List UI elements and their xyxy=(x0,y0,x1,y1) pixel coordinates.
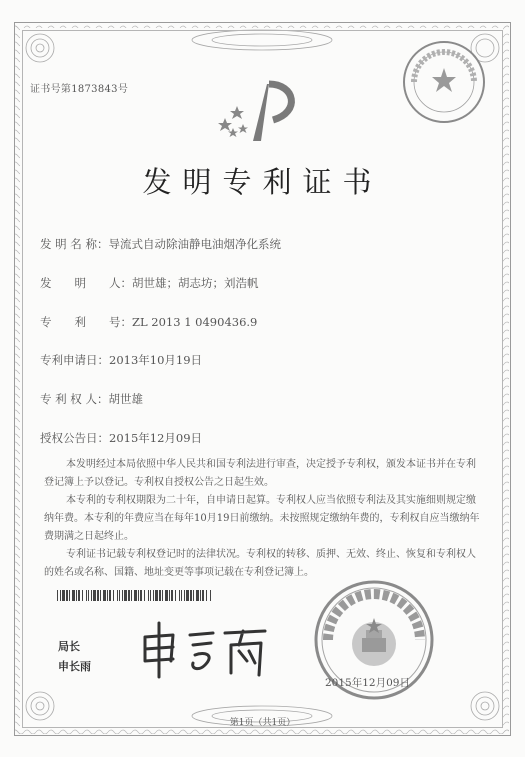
barcode-bar xyxy=(109,590,111,601)
barcode-bar xyxy=(148,590,149,601)
field-grant-date xyxy=(40,430,202,446)
certificate-title: 发明专利证书 xyxy=(142,165,383,199)
field-label: 发 明 名 称： xyxy=(40,237,109,251)
field-label: 发 明 人： xyxy=(40,276,132,290)
barcode-bar xyxy=(169,590,170,601)
barcode-bar xyxy=(88,590,89,601)
barcode-bar xyxy=(82,590,83,601)
barcode-bar xyxy=(119,590,120,601)
barcode-bar xyxy=(122,590,123,601)
field-value: 胡世雄；胡志坊；刘浩帆 xyxy=(132,276,259,290)
field-value: 导流式自动除油静电油烟净化系统 xyxy=(108,237,281,251)
field-value: ZL 2013 1 0490436.9 xyxy=(132,315,258,329)
barcode-bar xyxy=(181,590,182,601)
certificate-number: 证书号第1873843号 xyxy=(30,84,129,95)
handwritten-signature xyxy=(135,615,275,685)
signer-role: 局长 xyxy=(58,640,80,653)
field-value: 2015年12月09日 xyxy=(109,431,203,445)
field-application-date xyxy=(40,352,202,368)
barcode-bar xyxy=(97,590,99,601)
signer-name: 申长雨 xyxy=(58,660,91,673)
barcode-bar xyxy=(190,590,192,601)
field-patent-number xyxy=(40,314,257,330)
barcode-bar xyxy=(100,590,101,601)
body-paragraph: 本发明经过本局依照中华人民共和国专利法进行审查，决定授予专利权，颁发本证书并在专利登记簿上予以登记。专利权自授权公告之日起生效。 xyxy=(44,459,476,488)
barcode-bar xyxy=(186,590,189,601)
barcode-bar xyxy=(162,590,163,601)
barcode xyxy=(57,590,212,601)
barcode-bar xyxy=(144,590,145,601)
barcode-bar xyxy=(128,590,130,601)
barcode-bar xyxy=(131,590,132,601)
barcode-bar xyxy=(150,590,151,601)
barcode-bar xyxy=(202,590,204,601)
barcode-bar xyxy=(206,590,207,601)
field-value: 2013年10月19日 xyxy=(109,353,203,367)
barcode-bar xyxy=(138,590,139,601)
field-inventors xyxy=(40,275,259,291)
barcode-bar xyxy=(91,590,92,601)
barcode-bar xyxy=(159,590,161,601)
barcode-bar xyxy=(66,590,68,601)
barcode-bar xyxy=(184,590,185,601)
barcode-bar xyxy=(210,590,211,601)
field-label: 专 利 号： xyxy=(40,315,132,329)
field-invention-name xyxy=(40,236,281,252)
barcode-bar xyxy=(175,590,176,601)
certificate-body xyxy=(44,456,484,582)
barcode-bar xyxy=(69,590,70,601)
barcode-bar xyxy=(62,590,65,601)
barcode-bar xyxy=(76,590,77,601)
page-number: 第1页（共1页） xyxy=(229,718,296,728)
barcode-bar xyxy=(78,590,80,601)
body-paragraph: 本专利的专利权期限为二十年，自申请日起算。专利权人应当依照专利法及其实施细则规定缴纳年费。本专利的年费应当在每年10月19日前缴纳。未按照规定缴纳年费的，专利权自应当缴纳年费期满之日起终止。 xyxy=(44,495,480,542)
field-patentee xyxy=(40,391,143,407)
patent-office-logo xyxy=(215,76,305,146)
field-label: 专 利 权 人： xyxy=(40,392,109,406)
field-label: 专利申请日： xyxy=(40,353,109,367)
field-value: 胡世雄 xyxy=(108,392,143,406)
barcode-bar xyxy=(165,590,168,601)
barcode-bar xyxy=(60,590,61,601)
barcode-bar xyxy=(86,590,87,601)
agency-stamp xyxy=(400,38,488,126)
barcode-bar xyxy=(124,590,127,601)
barcode-bar xyxy=(57,590,58,601)
issue-date: 2015年12月09日 xyxy=(325,677,410,689)
barcode-bar xyxy=(196,590,199,601)
barcode-bar xyxy=(193,590,194,601)
barcode-bar xyxy=(140,590,142,601)
barcode-bar xyxy=(179,590,180,601)
body-paragraph: 专利证书记载专利权登记时的法律状况。专利权的转移、质押、无效、终止、恢复和专利权人的姓名或名称、国籍、地址变更等事项记载在专利登记簿上。 xyxy=(44,549,476,578)
field-label: 授权公告日： xyxy=(40,431,109,445)
barcode-bar xyxy=(117,590,118,601)
barcode-bar xyxy=(103,590,106,601)
barcode-bar xyxy=(200,590,201,601)
barcode-bar xyxy=(134,590,137,601)
barcode-bar xyxy=(107,590,108,601)
barcode-bar xyxy=(153,590,154,601)
barcode-bar xyxy=(93,590,96,601)
barcode-bar xyxy=(113,590,114,601)
barcode-bar xyxy=(72,590,75,601)
barcode-bar xyxy=(155,590,158,601)
barcode-bar xyxy=(171,590,173,601)
